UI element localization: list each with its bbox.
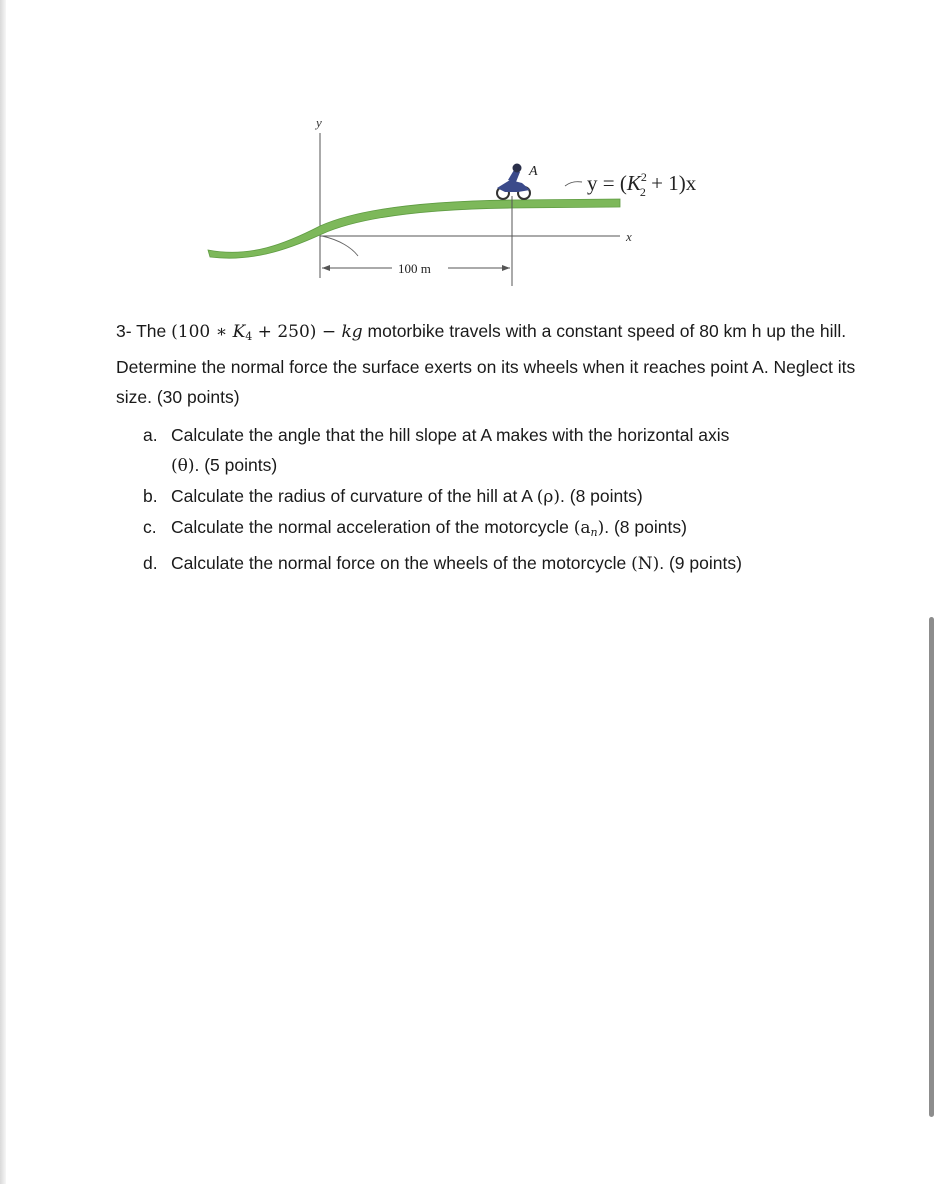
x-axis-label: x bbox=[626, 229, 632, 244]
problem-number: 3- The bbox=[116, 321, 172, 341]
sub-questions bbox=[143, 420, 863, 579]
hill-figure bbox=[0, 0, 935, 300]
question-part-a: a. Calculate the angle that the hill slope at A makes with the horizontal axis (θ). (5 points) bbox=[143, 425, 730, 476]
curve-equation: $y = (K^2$ 2 + 1)x bbox=[587, 170, 697, 199]
problem-text: motorbike travels with a constant speed of 80 km h up the hill. Determine the normal force the surface exerts on its wheels when it reaches point A. Neglect its size. (30 points) bbox=[116, 321, 856, 407]
mass-expression: (100 ∗ $K_4 + 250$) − kg bbox=[171, 322, 363, 343]
motorcycle-icon bbox=[497, 164, 530, 200]
scrollbar-thumb[interactable] bbox=[929, 617, 934, 1117]
dimension-label: 100 m bbox=[398, 261, 431, 276]
equation-leader bbox=[565, 182, 582, 186]
dimension-arrow-left bbox=[322, 265, 330, 271]
curve-guide bbox=[322, 236, 358, 256]
y-axis-label: y bbox=[316, 115, 322, 130]
question-part-b: b. Calculate the radius of curvature of the hill at A (ρ). (8 points) bbox=[143, 486, 643, 507]
problem-statement bbox=[116, 316, 856, 412]
question-part-c: c. Calculate the normal acceleration of the motorcycle $(a_n)$. (8 points) bbox=[143, 517, 687, 539]
hill-surface bbox=[208, 199, 620, 258]
question-part-d: d. Calculate the normal force on the wheels of the motorcycle (N). (9 points) bbox=[143, 553, 742, 574]
point-a-label: A bbox=[529, 164, 538, 179]
dimension-arrow-right bbox=[502, 265, 510, 271]
